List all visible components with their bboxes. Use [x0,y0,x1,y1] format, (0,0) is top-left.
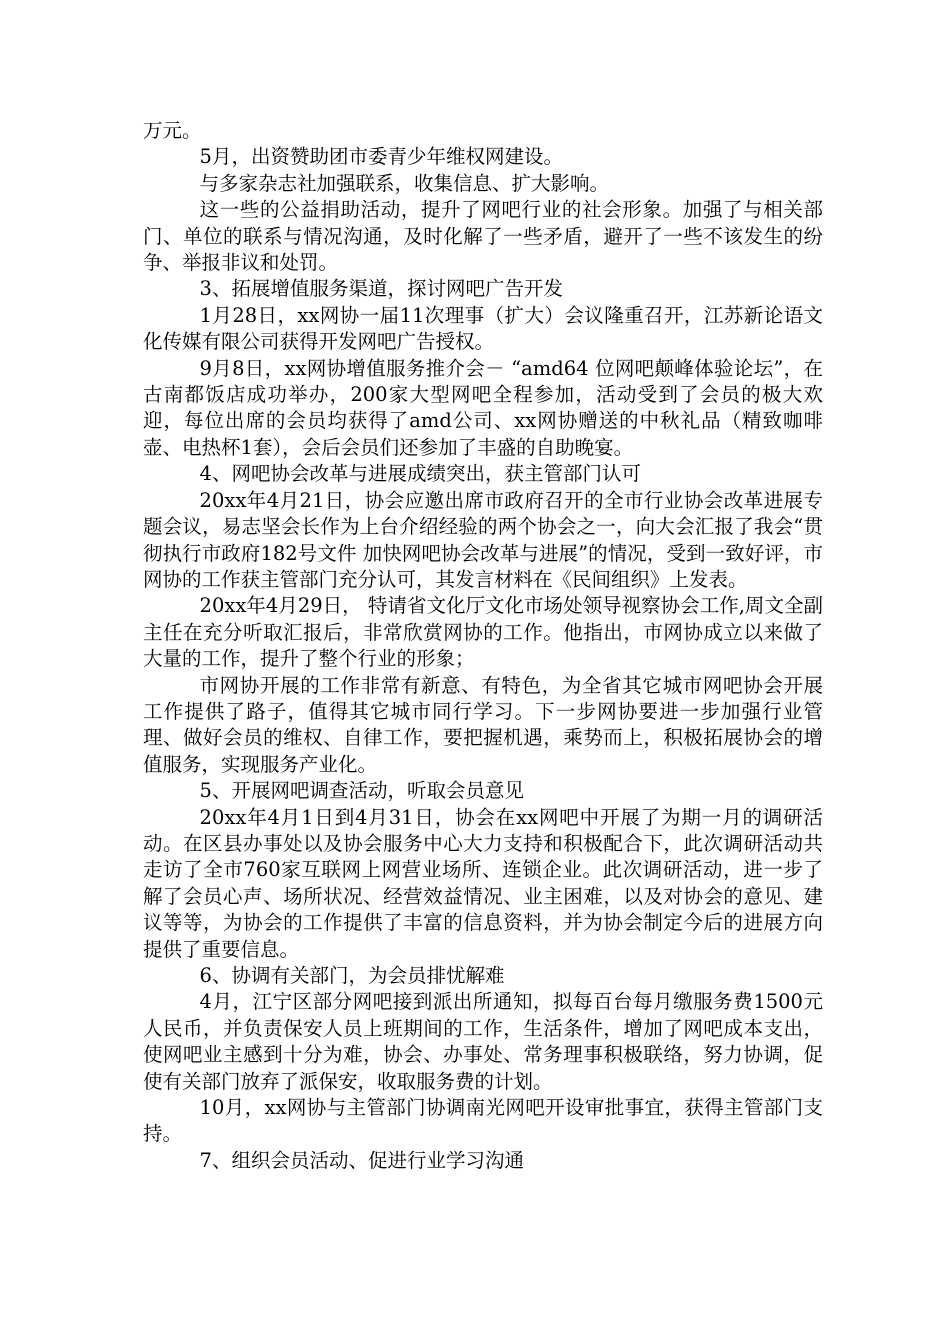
paragraph-survey-activity: 20xx年4月1日到4月31日，协会在xx网吧中开展了为期一月的调研活动。在区县办事处以及协会服务中心大力支持和积极配合下，此次调研活动共走访了全市760家互联网上网营业场所、连锁企业。此次调研活动，进一步了解了会员心声、场所状况、经营效益情况、业主困难，以及对协会的意见、建议等等，为协会的工作提供了丰富的信息资料，并为协会制定今后的进展方向提供了重要信息。 [143,805,823,961]
document-body [143,118,823,1174]
paragraph-sep-8-forum: 9月8日，xx网协增值服务推介会－ “amd64 位网吧颠峰体验论坛”，在古南都饭店成功举办，200家大型网吧全程参加，活动受到了会员的极大欢迎，每位出席的会员均获得了amd公司、xx网协赠送的中秋礼品（精致咖啡壶、电热杯1套），会后会员们还参加了丰盛的自助晚宴。 [143,356,823,459]
section-heading-6: 6、协调有关部门，为会员排忧解难 [199,964,505,987]
section-heading-3: 3、拓展增值服务渠道，探讨网吧广告开发 [199,277,563,301]
section-heading-5: 5、开展网吧调查活动，听取会员意见 [199,779,524,803]
paragraph-magazine-contact: 与多家杂志社加强联系，收集信息、扩大影响。 [199,171,610,195]
paragraph-continuation: 万元。 [143,119,202,142]
section-heading-4: 4、网吧协会改革与进展成绩突出，获主管部门认可 [199,462,641,486]
paragraph-jiangning-issue: 4月，江宁区部分网吧接到派出所通知，拟每百台每月缴服务费1500元人民币，并负责保安人员上班期间的工作，生活条件，增加了网吧成本支出，使网吧业主感到十分为难，协会、办事处、常务理事积极联络，努力协调，促使有关部门放弃了派保安，收取服务费的计划。 [143,990,823,1093]
paragraph-innovation-praise: 市网协开展的工作非常有新意、有特色，为全省其它城市网吧协会开展工作提供了路子，值得其它城市同行学习。下一步网协要进一步加强行业管理、做好会员的维权、自律工作，要把握机遇，乘势而上，积极拓展协会的增值服务，实现服务产业化。 [143,673,823,776]
paragraph-jan-28-meeting: 1月28日，xx网协一届11次理事（扩大）会议隆重召开，江苏新论语文化传媒有限公司获得开发网吧广告授权。 [143,303,823,354]
paragraph-may-sponsorship: 5月，出资赞助团市委青少年维权网建设。 [199,145,563,169]
paragraph-apr-21-meeting: 20xx年4月21日，协会应邀出席市政府召开的全市行业协会改革进展专题会议，易志坚会长作为上台介绍经验的两个协会之一，向大会汇报了我会“贯彻执行市政府182号文件 加快网吧协会改革与进展”的情况，受到一致好评，市网协的工作获主管部门充分认可，其发言材料在《民间组织》上发表。 [143,488,823,591]
section-heading-7: 7、组织会员活动、促进行业学习沟通 [199,1148,524,1172]
paragraph-public-welfare: 这一些的公益捐助活动，提升了网吧行业的社会形象。加强了与相关部门、单位的联系与情况沟通，及时化解了一些矛盾，避开了一些不该发生的纷争、举报非议和处罚。 [143,198,823,275]
paragraph-apr-29-inspection: 20xx年4月29日， 特请省文化厅文化市场处领导视察协会工作,周文全副主任在充分听取汇报后，非常欣赏网协的工作。他指出，市网协成立以来做了大量的工作，提升了整个行业的形象； [143,594,823,671]
paragraph-oct-approval: 10月，xx网协与主管部门协调南光网吧开设审批事宜，获得主管部门支持。 [143,1096,823,1146]
